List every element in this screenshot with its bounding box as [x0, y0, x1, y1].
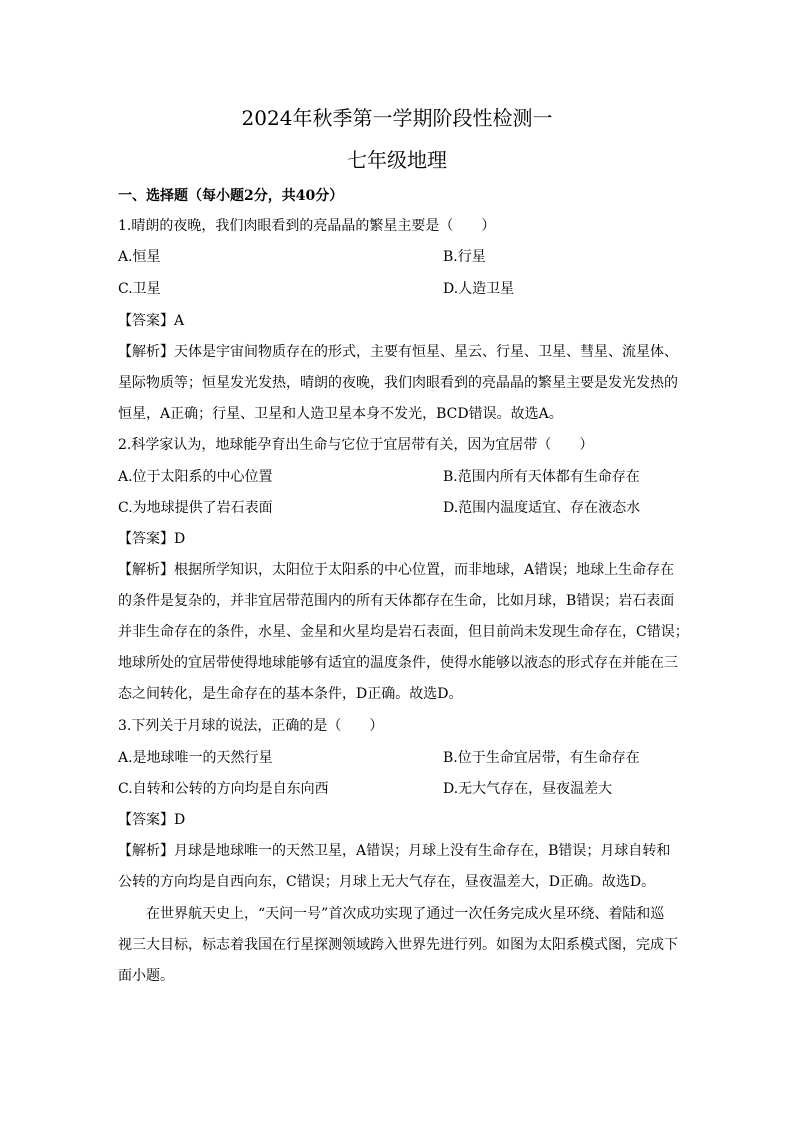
question-2-analysis-line: 地球所处的宜居带使得地球能够有适宜的温度条件，使得水能够以液态的形式存在并能在三 [118, 655, 678, 671]
section-heading: 一、选择题（每小题2分，共40分） [118, 188, 344, 204]
question-1-analysis-line: 星际物质等；恒星发光发热，晴朗的夜晚，我们肉眼看到的亮晶晶的繁星主要是发光发热的 [118, 375, 678, 391]
page-title: 2024年秋季第一学期阶段性检测一 [241, 106, 553, 130]
question-2-analysis-line: 的条件是复杂的，并非宜居带范围内的所有天体都存在生命，比如月球，B错误；岩石表面 [118, 593, 675, 609]
question-3-option-b: B.位于生命宜居带，有生命存在 [443, 750, 640, 766]
question-2-analysis-line: 【解析】根据所学知识，太阳位于太阳系的中心位置，而非地球，A错误；地球上生命存在 [118, 562, 675, 578]
question-3-option-c: C.自转和公转的方向均是自东向西 [118, 781, 329, 797]
question-3-analysis-line: 公转的方向均是自西向东，C错误；月球上无大气存在，昼夜温差大，D正确。故选D。 [118, 874, 656, 890]
question-2-option-b: B.范围内所有天体都有生命存在 [443, 469, 640, 485]
question-1-analysis-line: 【解析】天体是宇宙间物质存在的形式，主要有恒星、星云、行星、卫星、彗星、流星体、 [118, 344, 678, 360]
question-2-stem: 2.科学家认为，地球能孕育出生命与它位于宜居带有关，因为宜居带（ ） [118, 437, 594, 453]
question-1-analysis-line: 恒星，A正确；行星、卫星和人造卫星本身不发光，BCD错误。故选A。 [118, 406, 563, 422]
question-1-option-c: C.卫星 [118, 281, 161, 297]
question-3-stem: 3.下列关于月球的说法，正确的是（ ） [118, 718, 384, 734]
question-3-analysis-line: 【解析】月球是地球唯一的天然卫星，A错误；月球上没有生命存在，B错误；月球自转和 [118, 843, 671, 859]
passage-line: 在世界航天史上，“天问一号”首次成功实现了通过一次任务完成火星环绕、着陆和巡 [146, 906, 665, 922]
question-3-option-a: A.是地球唯一的天然行星 [118, 750, 273, 766]
question-1-answer: 【答案】A [118, 313, 185, 329]
question-2-analysis-line: 态之间转化，是生命存在的基本条件，D正确。故选D。 [118, 686, 463, 702]
passage-line: 面小题。 [118, 968, 174, 984]
question-1-stem: 1.晴朗的夜晚，我们肉眼看到的亮晶晶的繁星主要是（ ） [118, 218, 496, 234]
question-2-option-a: A.位于太阳系的中心位置 [118, 469, 273, 485]
question-1-option-b: B.行星 [443, 249, 486, 265]
question-2-option-c: C.为地球提供了岩石表面 [118, 500, 273, 516]
question-3-option-d: D.无大气存在，昼夜温差大 [443, 781, 613, 797]
question-1-option-a: A.恒星 [118, 249, 161, 265]
question-2-answer: 【答案】D [118, 531, 186, 547]
question-1-option-d: D.人造卫星 [443, 281, 515, 297]
question-3-answer: 【答案】D [118, 812, 186, 828]
question-2-analysis-line: 并非生命存在的条件，水星、金星和火星均是岩石表面，但目前尚未发现生命存在，C错误； [118, 624, 689, 640]
question-2-option-d: D.范围内温度适宜、存在液态水 [443, 500, 641, 516]
passage-line: 视三大目标，标志着我国在行星探测领域跨入世界先进行列。如图为太阳系模式图，完成下 [118, 937, 678, 953]
page-subtitle: 七年级地理 [347, 148, 447, 172]
